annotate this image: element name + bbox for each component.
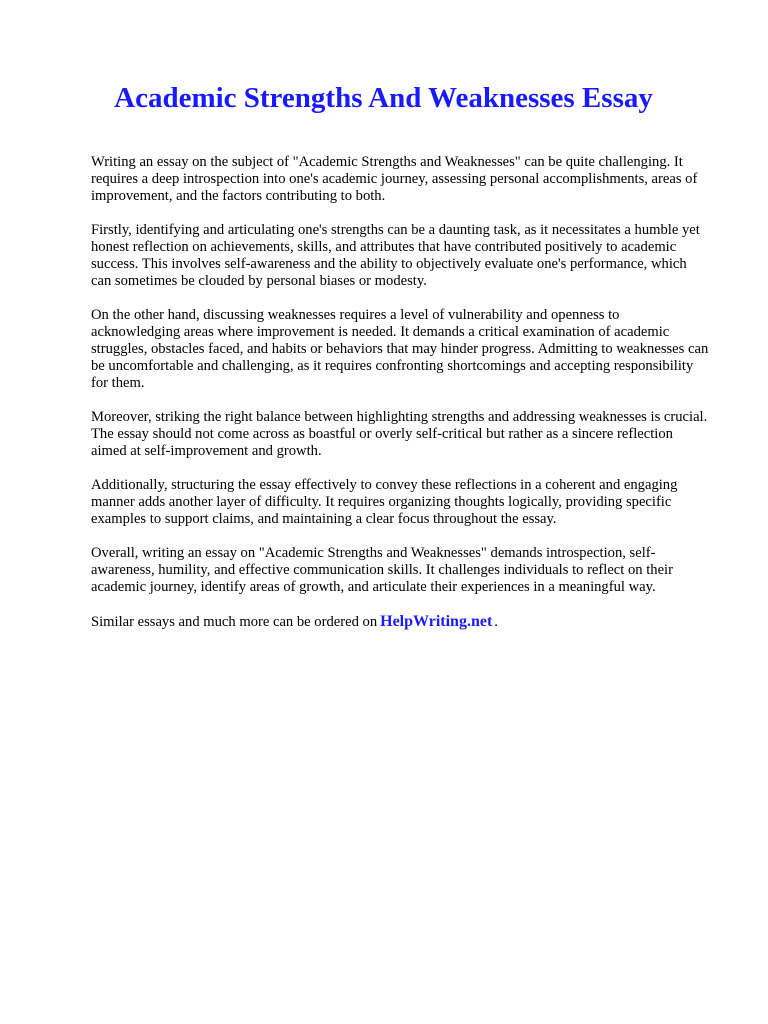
- paragraph-2: Firstly, identifying and articulating one's strengths can be a daunting task, as it necessitates a humble yet honest reflection on achievements, skills, and attributes that have contributed positively to academic success. This involves self-awareness and the ability to objectively evaluate one's performance, which can sometimes be clouded by personal biases or modesty.: [91, 222, 700, 289]
- paragraph-6: Overall, writing an essay on "Academic Strengths and Weaknesses" demands introspection, self-awareness, humility, and effective communication skills. It challenges individuals to reflect on their academic journey, identify areas of growth, and articulate their experiences in a meaningful way.: [91, 545, 673, 595]
- paragraph-4: Moreover, striking the right balance between highlighting strengths and addressing weaknesses is crucial. The essay should not come across as boastful or overly self-critical but rather as a sincere reflection aimed at self-improvement and growth.: [91, 409, 708, 459]
- paragraph-5: Additionally, structuring the essay effectively to convey these reflections in a coherent and engaging manner adds another layer of difficulty. It requires organizing thoughts logically, providing specific examples to support claims, and maintaining a clear focus throughout the essay.: [91, 477, 678, 527]
- closing-period: .: [494, 614, 498, 630]
- helpwriting-link[interactable]: HelpWriting.net: [380, 613, 493, 630]
- paragraph-3: On the other hand, discussing weaknesses requires a level of vulnerability and openness to acknowledging areas where improvement is needed. It demands a critical examination of academic struggles, obstacles faced, and habits or behaviors that may hinder progress. Admitting to weaknesses can be uncomfortable and challenging, as it requires confronting shortcomings and accepting responsibility for them.: [91, 307, 709, 391]
- closing-text: Similar essays and much more can be ordered on: [91, 614, 378, 630]
- paragraph-1: Writing an essay on the subject of "Academic Strengths and Weaknesses" can be quite challenging. It requires a deep introspection into one's academic journey, assessing personal accomplishments, areas of improvement, and the factors contributing to both.: [91, 154, 698, 204]
- closing-line: [91, 613, 710, 631]
- page-title: Academic Strengths And Weaknesses Essay: [114, 82, 653, 114]
